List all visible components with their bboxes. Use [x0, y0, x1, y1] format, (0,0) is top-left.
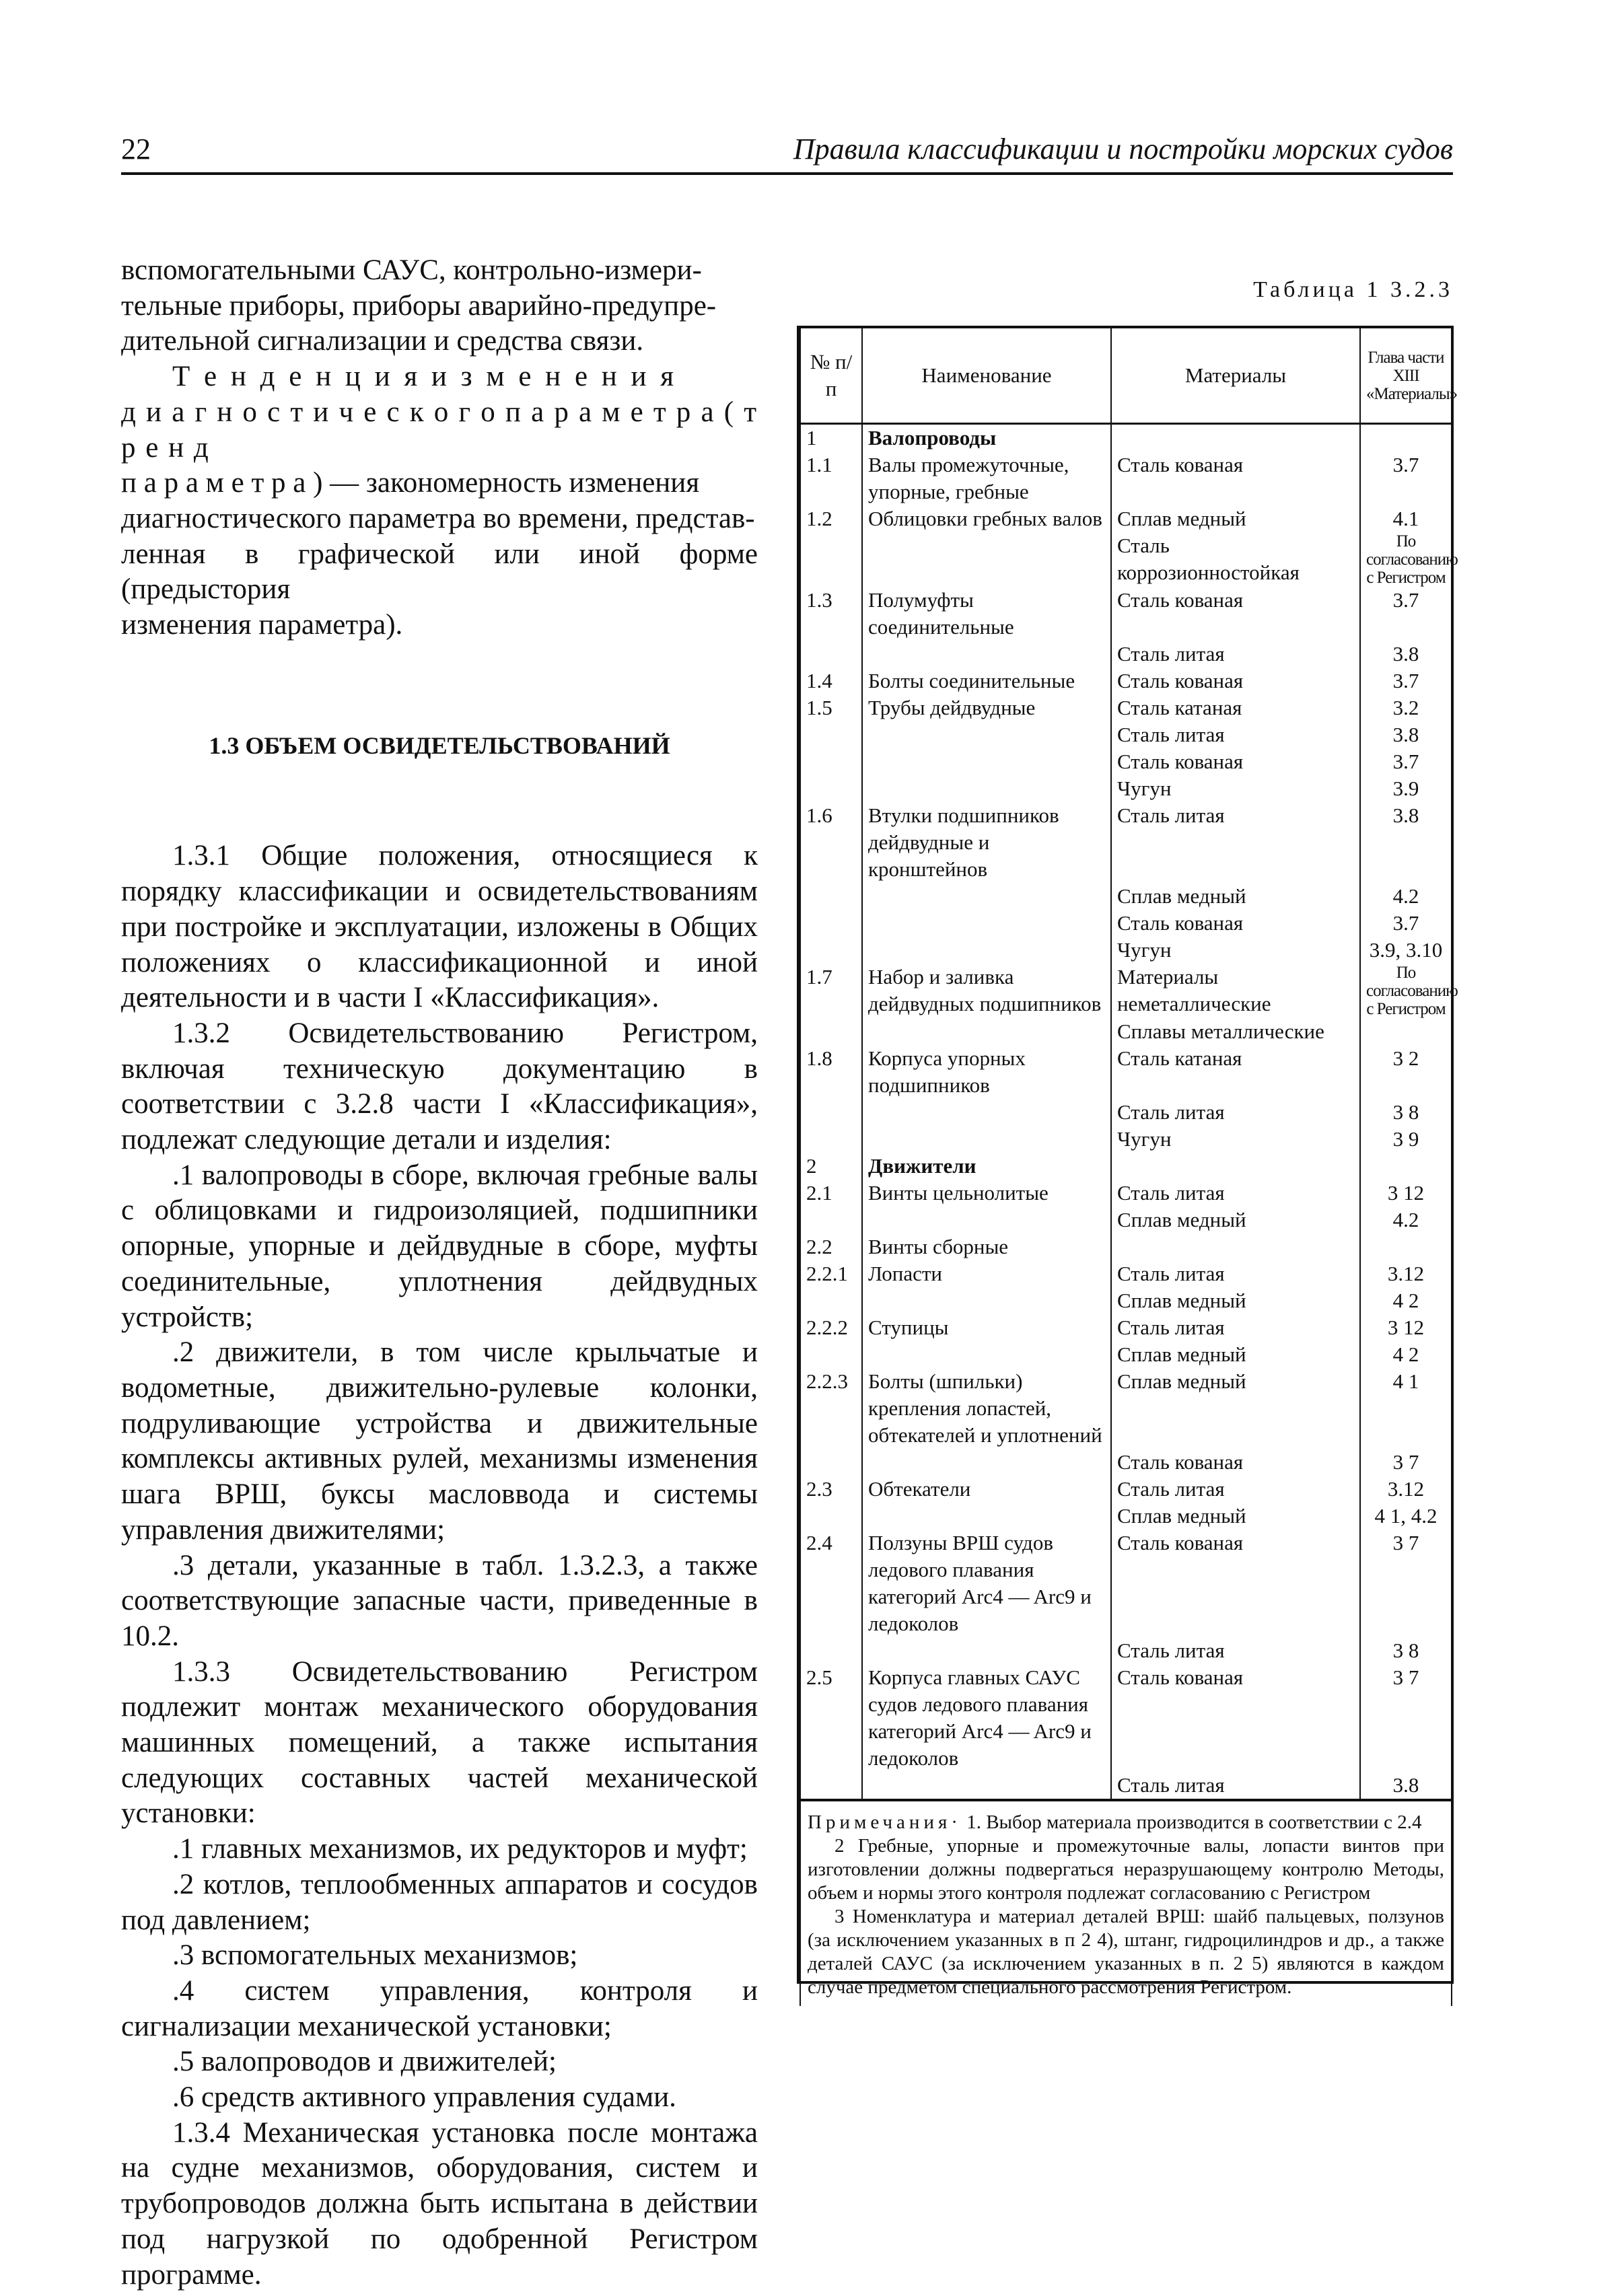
row-material: Чугун [1111, 937, 1360, 964]
materials-table-frame [797, 326, 1458, 1998]
row-material: Сталь литая [1111, 1772, 1360, 1800]
header-chapter: Глава части XIII «Материалы» [1360, 328, 1452, 424]
row-num: 1.4 [800, 668, 862, 694]
table-header-row [800, 328, 1452, 424]
row-chapter: 3.2 [1360, 694, 1452, 721]
left-column [121, 253, 758, 2293]
row-material: Сталь кованая [1111, 1449, 1360, 1476]
row-chapter: По согласованию с Регистром [1360, 964, 1452, 1018]
row-num: 1.7 [800, 964, 862, 1018]
row-chapter: 3.7 [1360, 748, 1452, 775]
row-name: Винты сборные [862, 1233, 1111, 1260]
running-title: Правила классификации и постройки морских судов [793, 133, 1453, 166]
row-name: Корпуса главных САУС судов ледового плавания категорий Arc4 — Arc9 и ледоколов [862, 1664, 1111, 1772]
row-num [800, 1287, 862, 1314]
row-num: 2.4 [800, 1530, 862, 1637]
row-material: Сталь литая [1111, 802, 1360, 883]
page-number: 22 [121, 133, 151, 166]
row-chapter: 3 2 [1360, 1045, 1452, 1099]
table-row [800, 1233, 1452, 1260]
row-chapter: По согласованию с Регистром [1360, 532, 1452, 587]
row-num: 2.3 [800, 1476, 862, 1503]
row-name [862, 883, 1111, 910]
row-name: Набор и заливка дейдвудных подшипников [862, 964, 1111, 1018]
row-name [862, 532, 1111, 587]
row-name [862, 1207, 1111, 1233]
row-name [862, 748, 1111, 775]
row-num: 1.8 [800, 1045, 862, 1099]
row-material: Сплав медный [1111, 1368, 1360, 1449]
table-row [800, 452, 1452, 505]
row-num: 1.5 [800, 694, 862, 721]
table-row [800, 964, 1452, 1018]
row-material: Сплав медный [1111, 505, 1360, 532]
row-material [1111, 424, 1360, 452]
table-row [800, 1099, 1452, 1126]
row-name [862, 1449, 1111, 1476]
row-name [862, 1341, 1111, 1368]
row-name: Валы промежуточные, упорные, гребные [862, 452, 1111, 505]
row-name [862, 721, 1111, 748]
table-row [800, 802, 1452, 883]
row-num: 2.2 [800, 1233, 862, 1260]
list-item: .1 валопроводы в сборе, включая гребные валы с облицовками и гидроизоляцией, подшипники опорные, упорные и дейдвудные в сборе, муфты соединительные, уплотнения дейдвудных устройств; [121, 1159, 758, 1333]
row-material: Сталь коррозионностойкая [1111, 532, 1360, 587]
row-material: Сталь катаная [1111, 1045, 1360, 1099]
note-1 [808, 1811, 1444, 1834]
paragraph-1-3-3: 1.3.3 Освидетельствованию Регистром подлежит монтаж механического оборудования машинных помещений, а также испытания следующих составных частей механической установки: [121, 1655, 758, 1830]
row-num [800, 1637, 862, 1664]
note-2: 2 Гребные, упорные и промежуточные валы, лопасти винтов при изготовлении должны подвергаться неразрушающему контролю Методы, объем и нормы этого контроля подлежат согласованию с Регистром [808, 1835, 1444, 1904]
row-num [800, 1449, 862, 1476]
row-chapter [1360, 1018, 1452, 1045]
row-name [862, 910, 1111, 937]
notes-row [800, 1800, 1452, 2006]
row-chapter: 4.1 [1360, 505, 1452, 532]
row-material: Сплав медный [1111, 1503, 1360, 1530]
row-num [800, 748, 862, 775]
row-name [862, 1018, 1111, 1045]
table-row [800, 1126, 1452, 1153]
row-chapter: 3 8 [1360, 1099, 1452, 1126]
row-name: Болты (шпильки) крепления лопастей, обтекателей и уплотнений [862, 1368, 1111, 1449]
row-chapter [1360, 1153, 1452, 1180]
row-name [862, 775, 1111, 802]
row-chapter: 3.8 [1360, 721, 1452, 748]
paragraph-1-3-4: 1.3.4 Механическая установка после монтажа на судне механизмов, оборудования, систем и трубопроводов должна быть испытана в действии под нагрузкой по одобренной Регистром программе. [121, 2116, 758, 2291]
row-chapter: 3.9 [1360, 775, 1452, 802]
table-row [800, 1664, 1452, 1772]
row-material: Сталь кованая [1111, 1664, 1360, 1772]
row-material: Сталь катаная [1111, 694, 1360, 721]
row-material: Чугун [1111, 1126, 1360, 1153]
row-name: Трубы дейдвудные [862, 694, 1111, 721]
row-chapter: 3 7 [1360, 1530, 1452, 1637]
table-row [800, 1341, 1452, 1368]
row-num [800, 1126, 862, 1153]
table-row [800, 883, 1452, 910]
row-material: Сталь литая [1111, 1476, 1360, 1503]
table-row [800, 1207, 1452, 1233]
row-chapter: 4 1, 4.2 [1360, 1503, 1452, 1530]
table-row [800, 668, 1452, 694]
row-num [800, 937, 862, 964]
header-materials: Материалы [1111, 328, 1360, 424]
note-text: 1. Выбор материала производится в соответствии с 2.4 [966, 1811, 1422, 1833]
row-name [862, 1637, 1111, 1664]
row-name [862, 1503, 1111, 1530]
row-name [862, 937, 1111, 964]
row-material: Сталь литая [1111, 1099, 1360, 1126]
row-chapter: 3.7 [1360, 452, 1452, 505]
table-caption: Таблица 1 3.2.3 [1253, 277, 1453, 302]
row-chapter: 4.2 [1360, 1207, 1452, 1233]
table-row [800, 1260, 1452, 1287]
row-material: Сталь кованая [1111, 452, 1360, 505]
materials-table [800, 328, 1458, 2006]
table-row [800, 1476, 1452, 1503]
row-name: Облицовки гребных валов [862, 505, 1111, 532]
table-row [800, 748, 1452, 775]
table-body [800, 424, 1458, 1801]
row-chapter: 3 12 [1360, 1180, 1452, 1207]
row-num [800, 775, 862, 802]
table-row [800, 775, 1452, 802]
row-chapter [1360, 424, 1452, 452]
row-chapter: 3 8 [1360, 1637, 1452, 1664]
row-material: Сталь кованая [1111, 1530, 1360, 1637]
row-name: Ползуны ВРШ судов ледового плавания категорий Arc4 — Arc9 и ледоколов [862, 1530, 1111, 1637]
row-num [800, 883, 862, 910]
table-row [800, 641, 1452, 668]
row-material: Сплав медный [1111, 1207, 1360, 1233]
row-name: Винты цельнолитые [862, 1180, 1111, 1207]
row-name: Ступицы [862, 1314, 1111, 1341]
table-row [800, 1503, 1452, 1530]
row-name: Втулки подшипников дейдвудные и кронштейнов [862, 802, 1111, 883]
row-name [862, 1772, 1111, 1800]
row-chapter: 3.8 [1360, 1772, 1452, 1800]
table-row [800, 1153, 1452, 1180]
paragraph-1-3-1: 1.3.1 Общие положения, относящиеся к порядку классификации и освидетельствованиям при постройке и эксплуатации, изложены в Общих положениях о классификационной и иной деятельности и в части I «Классификация». [121, 840, 758, 1014]
row-num: 1.1 [800, 452, 862, 505]
row-material: Сталь кованая [1111, 668, 1360, 694]
table-row [800, 587, 1452, 641]
row-name [862, 641, 1111, 668]
row-material: Сплав медный [1111, 883, 1360, 910]
row-num [800, 1341, 862, 1368]
table-row [800, 694, 1452, 721]
row-chapter: 3.12 [1360, 1260, 1452, 1287]
header-name: Наименование [862, 328, 1111, 424]
row-chapter: 3 9 [1360, 1126, 1452, 1153]
row-num: 1.2 [800, 505, 862, 532]
row-num [800, 910, 862, 937]
definition-line: ленная в графической или иной форме (предыстория [121, 538, 758, 606]
row-name: Обтекатели [862, 1476, 1111, 1503]
row-num: 2.2.2 [800, 1314, 862, 1341]
row-num: 1.6 [800, 802, 862, 883]
list-item: .1 главных механизмов, их редукторов и муфт; [172, 1833, 748, 1865]
row-num: 2 [800, 1153, 862, 1180]
row-num [800, 641, 862, 668]
intro-line: тельные приборы, приборы аварийно-предупре- [121, 289, 717, 322]
row-num: 2.5 [800, 1664, 862, 1772]
row-material: Материалы неметаллические [1111, 964, 1360, 1018]
row-chapter [1360, 1233, 1452, 1260]
list-item: .3 вспомогательных механизмов; [172, 1939, 578, 1972]
table-row [800, 1287, 1452, 1314]
table-row [800, 1018, 1452, 1045]
row-num [800, 1772, 862, 1800]
table-row [800, 532, 1452, 587]
row-material: Сплав медный [1111, 1287, 1360, 1314]
definition-line: Т е н д е н ц и я и з м е н е н и я [172, 361, 678, 393]
row-material: Сталь литая [1111, 641, 1360, 668]
table-row [800, 910, 1452, 937]
row-material: Сталь литая [1111, 721, 1360, 748]
row-num [800, 1018, 862, 1045]
table-row [800, 505, 1452, 532]
row-chapter: 3.8 [1360, 641, 1452, 668]
definition-line: диагностического параметра во времени, представ- [121, 502, 755, 534]
list-item: .5 валопроводов и движителей; [172, 2046, 557, 2078]
table-row [800, 1180, 1452, 1207]
row-chapter: 3 12 [1360, 1314, 1452, 1341]
row-chapter: 3.7 [1360, 668, 1452, 694]
row-material: Сталь кованая [1111, 910, 1360, 937]
row-num [800, 1207, 862, 1233]
table-row [800, 1530, 1452, 1637]
list-item: .4 систем управления, контроля и сигнализации механической установки; [121, 1974, 758, 2042]
row-chapter: 3 7 [1360, 1664, 1452, 1772]
table-row [800, 424, 1452, 452]
row-name: Корпуса упорных подшипников [862, 1045, 1111, 1099]
row-name: Полумуфты соединительные [862, 587, 1111, 641]
row-num [800, 1099, 862, 1126]
section-heading: 1.3 ОБЪЕМ ОСВИДЕТЕЛЬСТВОВАНИЙ [209, 731, 670, 759]
header-num: № п/п [800, 328, 862, 424]
row-material [1111, 1153, 1360, 1180]
header-rule [121, 172, 1453, 175]
table-row [800, 1045, 1452, 1099]
row-chapter: 4 2 [1360, 1341, 1452, 1368]
intro-line: дительной сигнализации и средства связи. [121, 325, 644, 357]
row-name [862, 1126, 1111, 1153]
definition-line: д и а г н о с т и ч е с к о г о п а р а м е т р а ( т р е н д [121, 396, 758, 464]
table-row [800, 721, 1452, 748]
notes-label: Примечания· [808, 1811, 962, 1833]
table-row [800, 937, 1452, 964]
list-item: .6 средств активного управления судами. [172, 2081, 676, 2114]
row-chapter: 4 1 [1360, 1368, 1452, 1449]
row-num: 1 [800, 424, 862, 452]
row-name: Движители [862, 1153, 1111, 1180]
row-material: Сталь литая [1111, 1314, 1360, 1341]
row-num [800, 1503, 862, 1530]
definition-line: изменения параметра). [121, 609, 403, 641]
definition-line: п а р а м е т р а ) — закономерность изменения [121, 467, 700, 499]
row-material: Сталь кованая [1111, 587, 1360, 641]
list-item: .2 движители, в том числе крыльчатые и водометные, движительно-рулевые колонки, подруливающие устройства и движительные комплексы активных рулей, механизмы изменения шага ВРШ, буксы масловвода и системы управления движителями; [121, 1336, 758, 1546]
row-material: Сплав медный [1111, 1341, 1360, 1368]
row-chapter: 3.7 [1360, 910, 1452, 937]
row-material: Сплавы металлические [1111, 1018, 1360, 1045]
row-chapter: 4 2 [1360, 1287, 1452, 1314]
notes-cell [800, 1800, 1452, 2006]
list-item: .2 котлов, теплообменных аппаратов и сосудов под давлением; [121, 1868, 758, 1936]
row-name: Лопасти [862, 1260, 1111, 1287]
row-material: Сталь литая [1111, 1260, 1360, 1287]
table-row [800, 1637, 1452, 1664]
row-name [862, 1099, 1111, 1126]
row-chapter: 3.9, 3.10 [1360, 937, 1452, 964]
table-row [800, 1772, 1452, 1800]
row-num: 2.2.3 [800, 1368, 862, 1449]
table-row [800, 1449, 1452, 1476]
row-name [862, 1287, 1111, 1314]
row-material [1111, 1233, 1360, 1260]
intro-line: вспомогательными САУС, контрольно-измери- [121, 254, 702, 286]
note-3: 3 Номенклатура и материал деталей ВРШ: шайб пальцевых, ползунов (за исключением указанных в п 2 4), штанг, гидроцилиндров и др., а также деталей САУС (за исключением указанных в п. 2 5) являются в каждом случае предметом специального рассмотрения Регистром. [808, 1906, 1444, 1998]
row-chapter: 3.7 [1360, 587, 1452, 641]
paragraph-1-3-2: 1.3.2 Освидетельствованию Регистром, включая техническую документацию в соответствии с 3.2.8 части I «Классификация», подлежат следующие детали и изделия: [121, 1017, 758, 1156]
row-chapter: 3 7 [1360, 1449, 1452, 1476]
row-num [800, 532, 862, 587]
row-name: Валопроводы [862, 424, 1111, 452]
row-material: Сталь литая [1111, 1637, 1360, 1664]
row-chapter: 4.2 [1360, 883, 1452, 910]
row-material: Чугун [1111, 775, 1360, 802]
row-material: Сталь литая [1111, 1180, 1360, 1207]
table-row [800, 1314, 1452, 1341]
row-num [800, 721, 862, 748]
list-item: .3 детали, указанные в табл. 1.3.2.3, а также соответствующие запасные части, приведенные в 10.2. [121, 1549, 758, 1652]
table-row [800, 1368, 1452, 1449]
row-num: 2.1 [800, 1180, 862, 1207]
row-chapter: 3.8 [1360, 802, 1452, 883]
row-chapter: 3.12 [1360, 1476, 1452, 1503]
row-material: Сталь кованая [1111, 748, 1360, 775]
row-num: 2.2.1 [800, 1260, 862, 1287]
row-name: Болты соединительные [862, 668, 1111, 694]
row-num: 1.3 [800, 587, 862, 641]
